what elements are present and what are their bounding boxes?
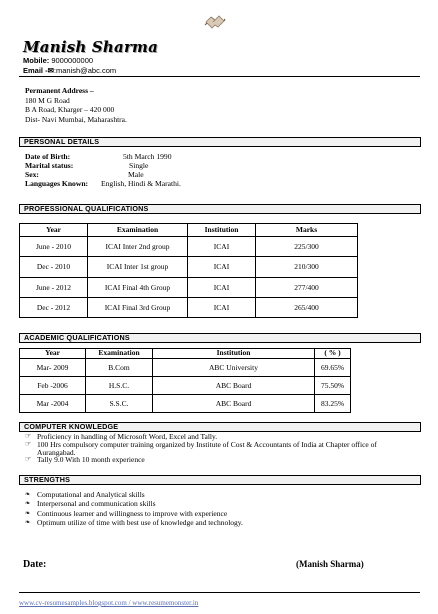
email-icon: ✉: [47, 66, 54, 75]
table-cell: ABC University: [153, 359, 315, 377]
personal-details: [25, 153, 181, 189]
table-cell: 265/400: [256, 297, 358, 317]
list-item: ❧ Continuous learner and willingness to improve with experience: [25, 509, 415, 518]
list-item: ☞ Proficiency in handling of Microsoft Word, Excel and Tally.: [25, 433, 415, 441]
column-header: Year: [20, 224, 88, 237]
header-divider: [19, 76, 420, 77]
table-cell: ABC Board: [153, 377, 315, 395]
table-cell: June - 2012: [20, 277, 88, 297]
detail-row: [25, 180, 181, 189]
table-cell: Mar- 2009: [20, 359, 86, 377]
mobile-label: Mobile:: [23, 56, 50, 65]
table-row: [20, 377, 351, 395]
table-cell: June - 2010: [20, 237, 88, 257]
section-header-personal: PERSONAL DETAILS: [19, 137, 421, 147]
table-cell: B.Com: [86, 359, 153, 377]
table-cell: ICAI Final 3rd Group: [88, 297, 188, 317]
mobile-value: 9000000000: [51, 56, 94, 65]
table-cell: Feb -2006: [20, 377, 86, 395]
detail-row: [25, 162, 181, 171]
table-cell: ICAI Inter 2nd group: [88, 237, 188, 257]
detail-key: Sex:: [25, 169, 39, 179]
table-cell: Mar -2004: [20, 395, 86, 413]
academic-table: [19, 348, 351, 413]
detail-key: Languages Known:: [25, 178, 89, 188]
list-item: ☞ Tally 9.0 With 10 month experience: [25, 456, 415, 464]
address-line: Dist- Navi Mumbai, Maharashtra.: [25, 114, 127, 124]
email-line: [23, 66, 116, 75]
table-row: [20, 359, 351, 377]
address-line: 180 M G Road: [25, 95, 70, 105]
column-header: Year: [20, 349, 86, 359]
strengths-list: [25, 490, 415, 528]
table-cell: ICAI: [188, 297, 256, 317]
email-label: Email -: [23, 66, 48, 75]
table-row: [20, 395, 351, 413]
column-header: Institution: [153, 349, 315, 359]
section-header-strengths: STRENGTHS: [19, 475, 421, 485]
table-cell: 210/300: [256, 257, 358, 277]
date-label: Date:: [23, 559, 47, 570]
table-cell: 75.50%: [315, 377, 351, 395]
column-header: Examination: [86, 349, 153, 359]
table-cell: 69.65%: [315, 359, 351, 377]
professional-table: [19, 223, 358, 318]
email-value[interactable]: :manish@abc.com: [53, 66, 117, 75]
table-cell: ICAI Final 4th Group: [88, 277, 188, 297]
mobile-line: [23, 56, 93, 65]
signature-name: (Manish Sharma): [296, 559, 364, 569]
list-item: ❧ Computational and Analytical skills: [25, 490, 415, 499]
table-cell: Dec - 2012: [20, 297, 88, 317]
table-cell: ICAI: [188, 237, 256, 257]
handshake-logo-icon: [204, 11, 226, 31]
table-cell: 83.25%: [315, 395, 351, 413]
column-header: Institution: [188, 224, 256, 237]
permanent-address: [25, 86, 127, 124]
detail-value: 5th March 1990: [123, 152, 172, 161]
footer-divider: [19, 592, 420, 593]
list-item: ☞ 100 Hrs compulsory computer training organized by Institute of Cost & Accountants of India at Chapter office of Aurangabad.: [25, 441, 415, 457]
section-header-professional: PROFESSIONAL QUALIFICATIONS: [19, 204, 421, 214]
detail-value: Male: [128, 169, 144, 179]
column-header: Examination: [88, 224, 188, 237]
detail-value: English, Hindi & Marathi.: [101, 178, 181, 188]
candidate-name: Manish Sharma: [23, 38, 159, 56]
table-row: [20, 257, 358, 277]
column-header: Marks: [256, 224, 358, 237]
table-cell: 225/300: [256, 237, 358, 257]
table-row: [20, 237, 358, 257]
detail-key: Date of Birth:: [25, 152, 71, 161]
detail-value: Single: [129, 160, 149, 170]
address-label: Permanent Address –: [25, 86, 94, 95]
detail-key: Marital status:: [25, 160, 74, 170]
computer-knowledge-list: [25, 433, 415, 464]
list-item: ❧ Optimum utilize of time with best use of knowledge and technology.: [25, 518, 415, 527]
section-header-computer: COMPUTER KNOWLEDGE: [19, 422, 421, 432]
table-cell: ABC Board: [153, 395, 315, 413]
table-cell: ICAI Inter 1st group: [88, 257, 188, 277]
table-cell: Dec - 2010: [20, 257, 88, 277]
column-header: ( % ): [315, 349, 351, 359]
table-row: [20, 297, 358, 317]
section-header-academic: ACADEMIC QUALIFICATIONS: [19, 333, 421, 343]
table-row: [20, 277, 358, 297]
table-cell: ICAI: [188, 257, 256, 277]
table-cell: S.S.C.: [86, 395, 153, 413]
table-header-row: [20, 349, 351, 359]
footer-links[interactable]: www.cv-resumesamples.blogspot.com / www.resumemonster.in: [19, 599, 199, 607]
list-item: ❧ Interpersonal and communication skills: [25, 499, 415, 508]
table-header-row: [20, 224, 358, 237]
address-line: B A Road, Kharger – 420 000: [25, 105, 115, 115]
table-cell: H.S.C.: [86, 377, 153, 395]
table-cell: ICAI: [188, 277, 256, 297]
table-cell: 277/400: [256, 277, 358, 297]
